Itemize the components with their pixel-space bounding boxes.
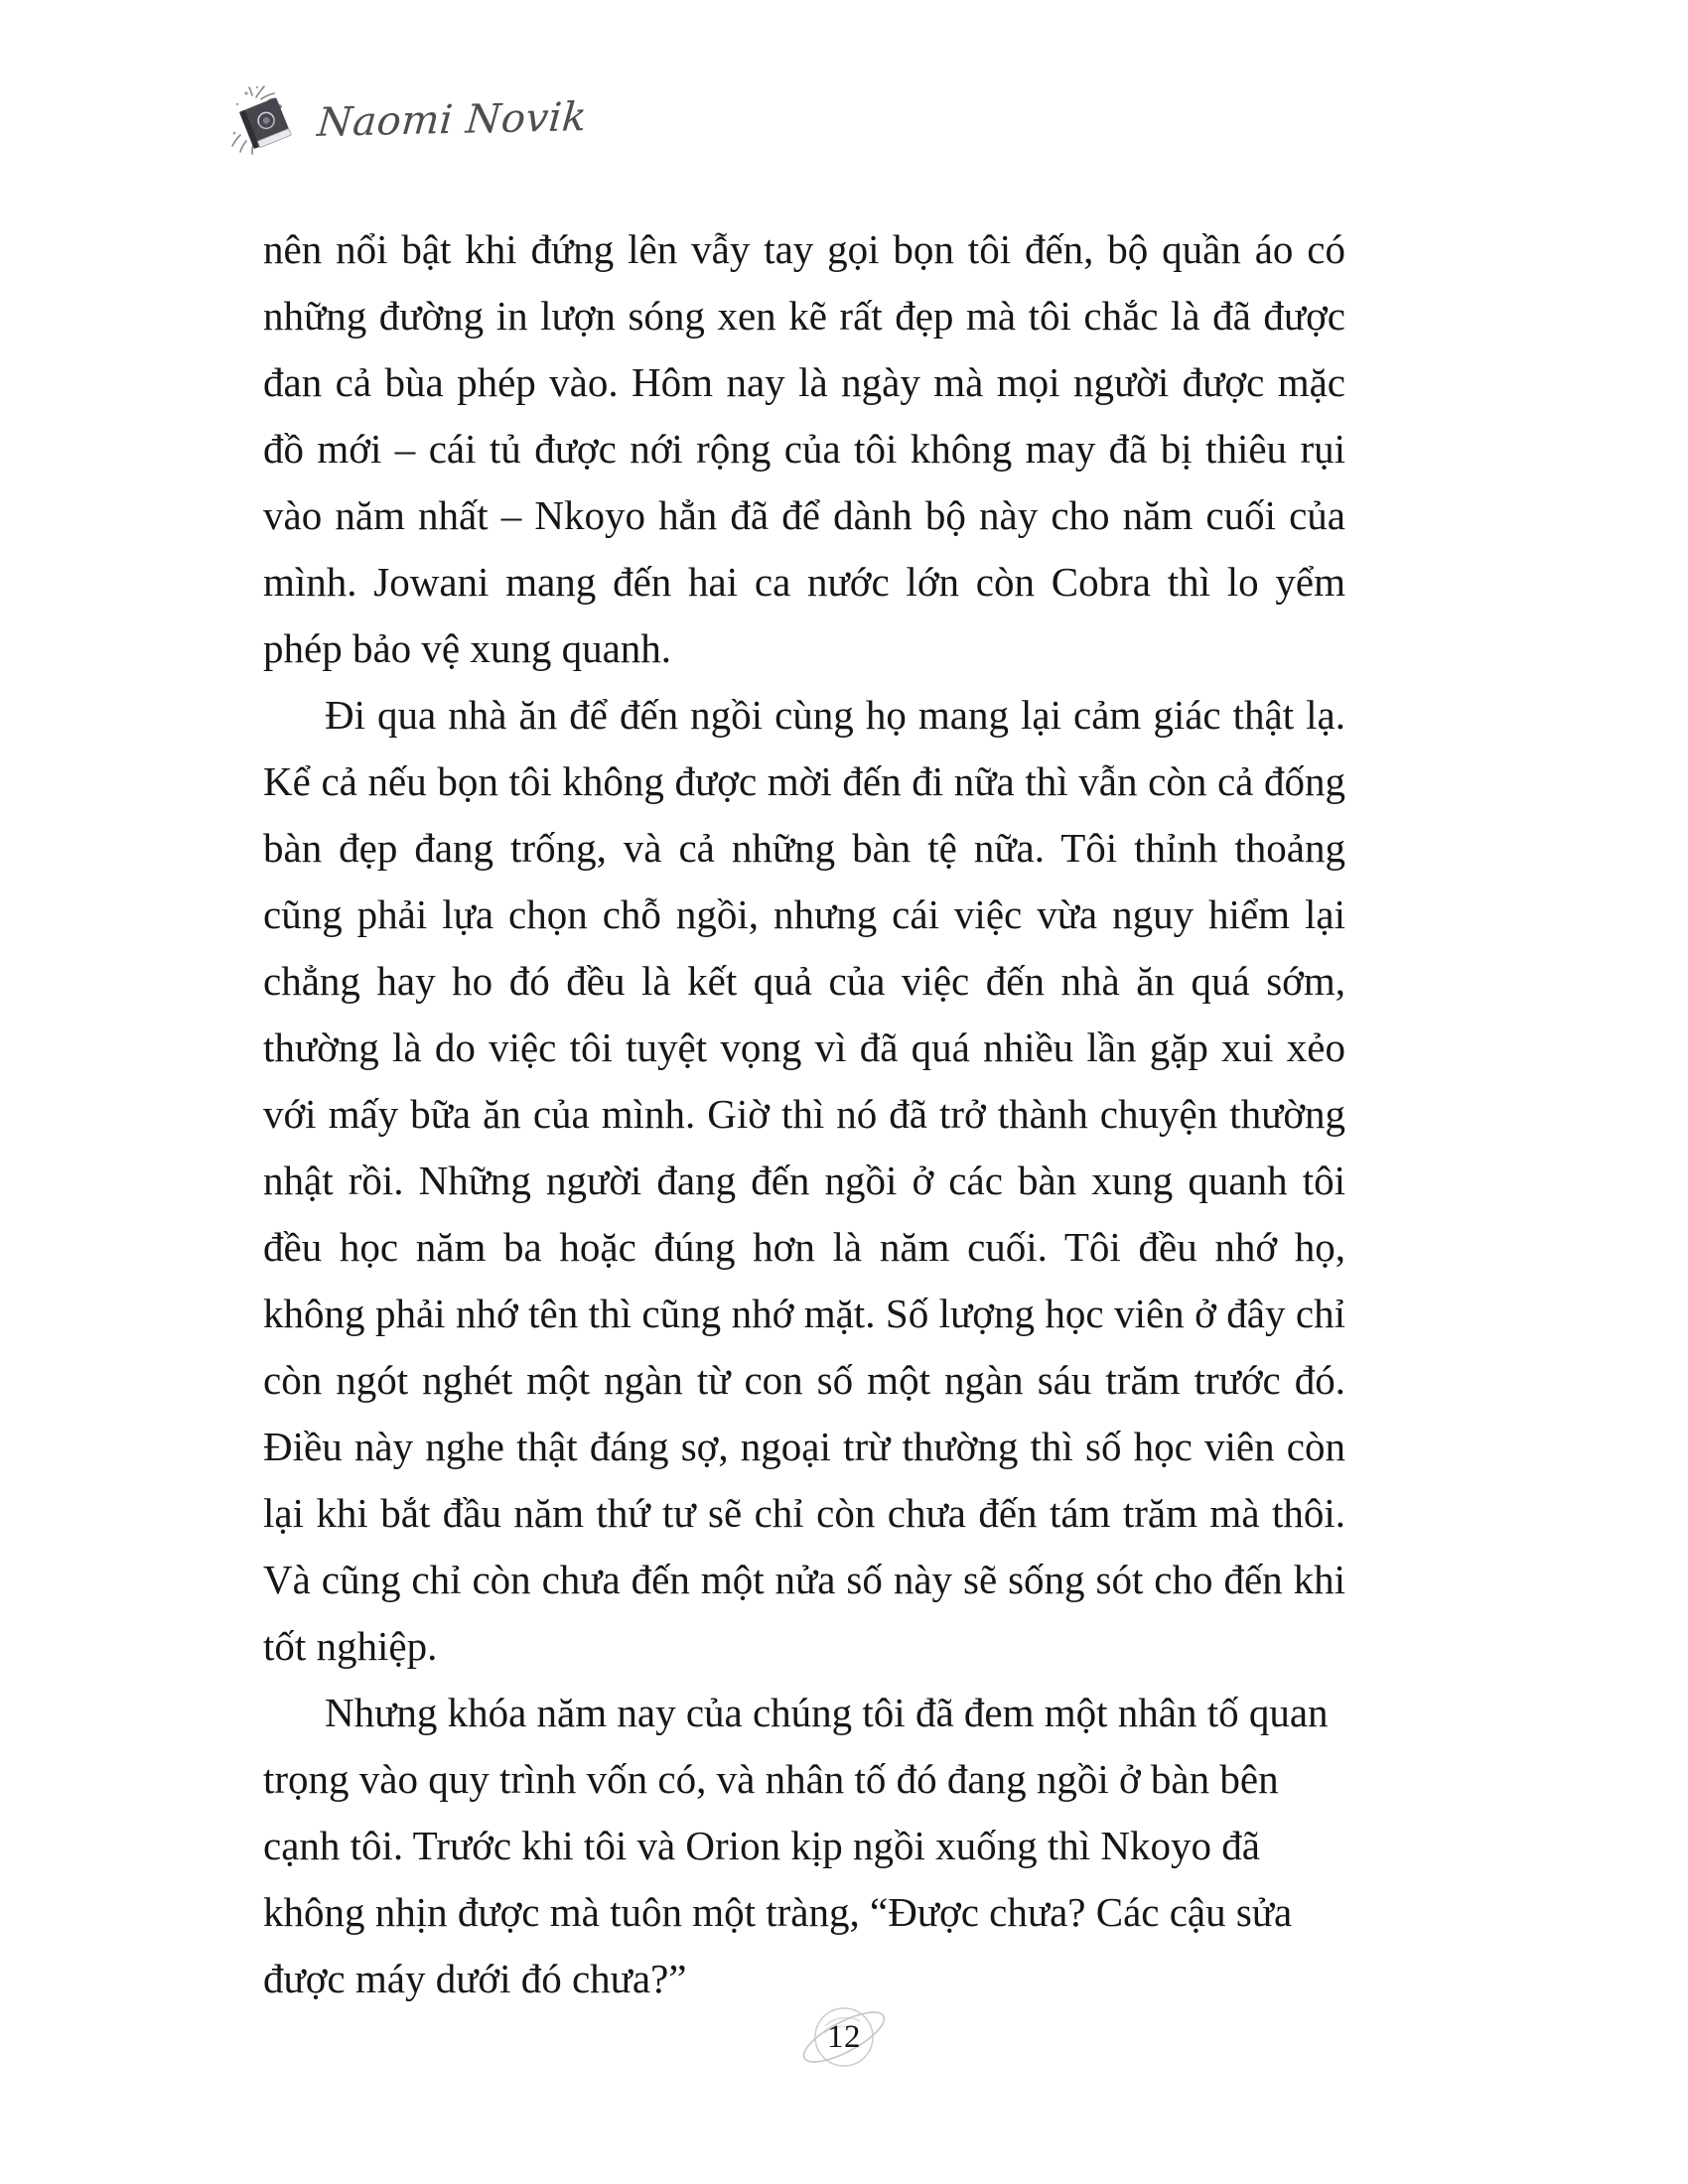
body-text-block [263, 216, 1345, 2012]
book-logo-icon [226, 81, 304, 159]
page-number-ornament [788, 1985, 900, 2089]
paragraph-3: Nhưng khóa năm nay của chúng tôi đã đem một nhân tố quan trọng vào quy trình vốn có, và nhân tố đó đang ngồi ở bàn bên cạnh tôi. Trước khi tôi và Orion kịp ngồi xuống thì Nkoyo đã không nhịn được mà tuôn một tràng, “Được chưa? Các cậu sửa được máy dưới đó chưa?” [263, 1690, 1329, 2001]
running-header [226, 77, 587, 163]
footer [0, 1985, 1688, 2089]
author-name: Naomi Novik [315, 94, 589, 146]
paragraph-1: nên nổi bật khi đứng lên vẫy tay gọi bọn tôi đến, bộ quần áo có những đường in lượn sóng xen kẽ rất đẹp mà tôi chắc là đã được đan cả bùa phép vào. Hôm nay là ngày mà mọi người được mặc đồ mới – cái tủ được nới rộng của tôi không may đã bị thiêu rụi vào năm nhất – Nkoyo hẳn đã để dành bộ này cho năm cuối của mình. Jowani mang đến hai ca nước lớn còn Cobra thì lo yểm phép bảo vệ xung quanh. [263, 226, 1345, 671]
page-number: 12 [827, 2018, 861, 2055]
paragraph-2: Đi qua nhà ăn để đến ngồi cùng họ mang lại cảm giác thật lạ. Kể cả nếu bọn tôi không được mời đến đi nữa thì vẫn còn cả đống bàn đẹp đang trống, và cả những bàn tệ nữa. Tôi thỉnh thoảng cũng phải lựa chọn chỗ ngồi, nhưng cái việc vừa nguy hiểm lại chẳng hay ho đó đều là kết quả của việc đến nhà ăn quá sớm, thường là do việc tôi tuyệt vọng vì đã quá nhiều lần gặp xui xẻo với mấy bữa ăn của mình. Giờ thì nó đã trở thành chuyện thường nhật rồi. Những người đang đến ngồi ở các bàn xung quanh tôi đều học năm ba hoặc đúng hơn là năm cuối. Tôi đều nhớ họ, không phải nhớ tên thì cũng nhớ mặt. Số lượng học viên ở đây chỉ còn ngót nghét một ngàn từ con số một ngàn sáu trăm trước đó. Điều này nghe thật đáng sợ, ngoại trừ thường thì số học viên còn lại khi bắt đầu năm thứ tư sẽ chỉ còn chưa đến tám trăm mà thôi. Và cũng chỉ còn chưa đến một nửa số này sẽ sống sót cho đến khi tốt nghiệp. [263, 692, 1345, 1669]
